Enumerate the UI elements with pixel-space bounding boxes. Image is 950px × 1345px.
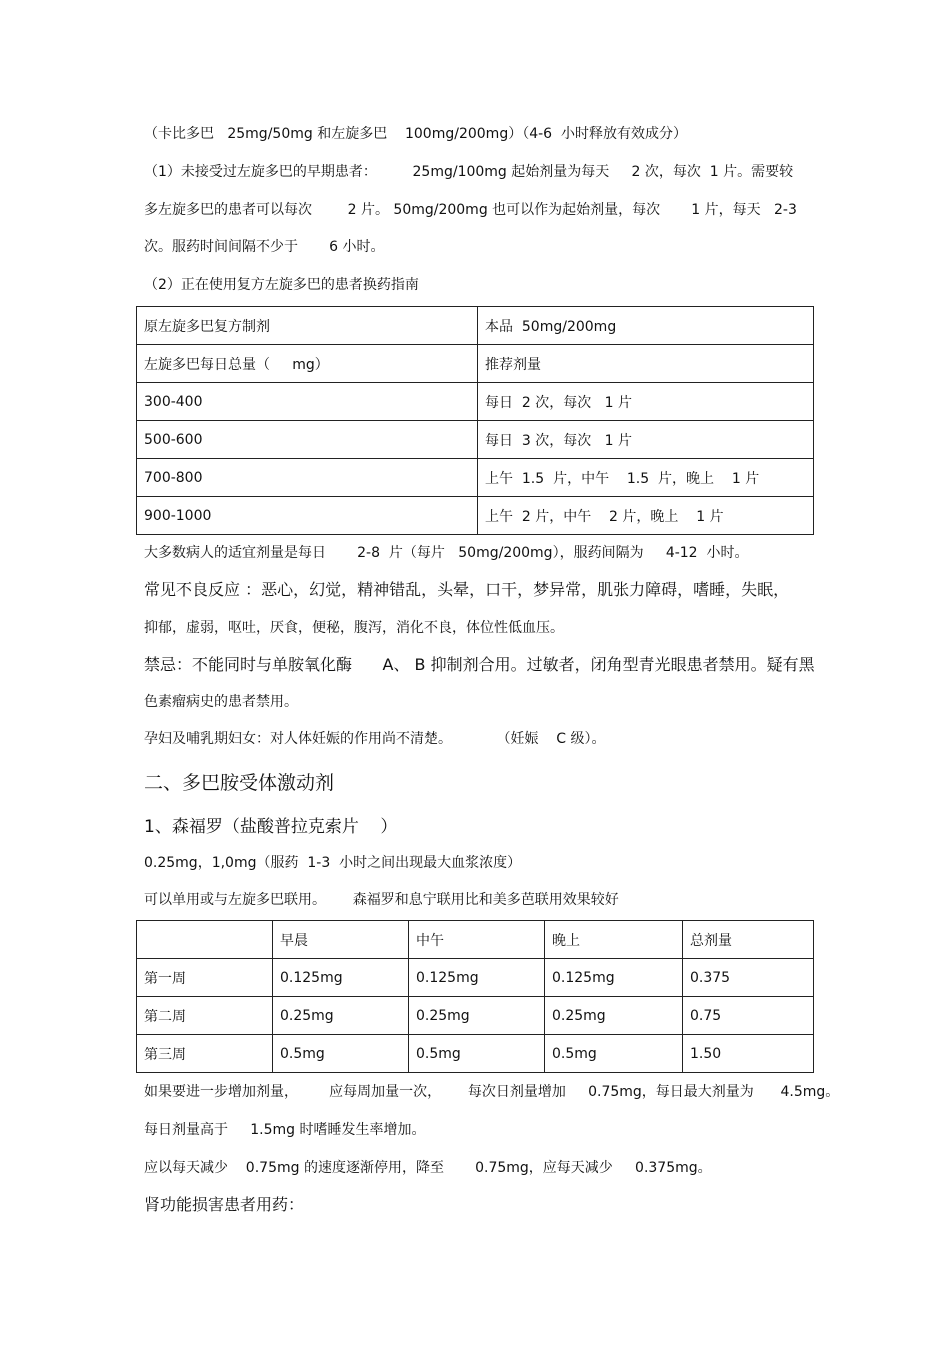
- table-cell: 300-400: [137, 383, 478, 421]
- table-cell: 0.5mg: [273, 1035, 409, 1073]
- subsection-heading: 1、森福罗（盐酸普拉克索片 ）: [144, 817, 398, 837]
- text-line: （1）未接受过左旋多巴的早期患者： 25mg/100mg 起始剂量为每天 2 次，每次 1 片。需要较: [144, 164, 794, 180]
- text-line: 色素瘤病史的患者禁用。: [144, 694, 298, 710]
- text-line: 抑郁，虚弱，呕吐，厌食，便秘，腹泻，消化不良，体位性低血压。: [144, 620, 564, 636]
- table-cell: 左旋多巴每日总量（ mg）: [137, 345, 478, 383]
- text-line: （卡比多巴 25mg/50mg 和左旋多巴 100mg/200mg）（4-6 小时释放有效成分）: [144, 126, 687, 142]
- table-cell: 0.5mg: [409, 1035, 545, 1073]
- table-row: [137, 959, 814, 997]
- table-cell: 中午: [409, 921, 545, 959]
- text-line: 孕妇及哺乳期妇女：对人体妊娠的作用尚不清楚。 （妊娠 C 级）。: [144, 731, 606, 747]
- table-cell: 早晨: [273, 921, 409, 959]
- table-row: [137, 307, 814, 345]
- table-row: [137, 345, 814, 383]
- table-cell: 0.25mg: [545, 997, 683, 1035]
- text-line: 如果要进一步增加剂量， 应每周加量一次， 每次日剂量增加 0.75mg，每日最大剂量为 4.5mg。: [144, 1084, 840, 1100]
- text-line: 0.25mg，1,0mg（服药 1-3 小时之间出现最大血浆浓度）: [144, 855, 522, 871]
- table-row: [137, 497, 814, 535]
- table-cell: 本品 50mg/200mg: [478, 307, 814, 345]
- text-line: 大多数病人的适宜剂量是每日 2-8 片（每片 50mg/200mg），服药间隔为 4-12 小时。: [144, 545, 749, 561]
- table-cell: 0.125mg: [545, 959, 683, 997]
- table-cell: 0.125mg: [409, 959, 545, 997]
- table-row: [137, 421, 814, 459]
- text-line: （2）正在使用复方左旋多巴的患者换药指南: [144, 277, 419, 293]
- dosage-conversion-table: [136, 306, 814, 535]
- table-cell: 0.5mg: [545, 1035, 683, 1073]
- table-header-row: [137, 921, 814, 959]
- table-cell: 第三周: [137, 1035, 273, 1073]
- text-line: 可以单用或与左旋多巴联用。 森福罗和息宁联用比和美多芭联用效果较好: [144, 892, 619, 908]
- table-cell: [137, 921, 273, 959]
- table-cell: 500-600: [137, 421, 478, 459]
- table-cell: 原左旋多巴复方制剂: [137, 307, 478, 345]
- text-line: 多左旋多巴的患者可以每次 2 片。 50mg/200mg 也可以作为起始剂量，每次 1 片，每天 2-3: [144, 202, 797, 218]
- text-line: 应以每天减少 0.75mg 的速度逐渐停用，降至 0.75mg，应每天减少 0.375mg。: [144, 1160, 712, 1176]
- table-cell: 0.125mg: [273, 959, 409, 997]
- table-cell: 总剂量: [683, 921, 814, 959]
- text-line: 肾功能损害患者用药：: [144, 1195, 305, 1214]
- table-cell: 每日 3 次，每次 1 片: [478, 421, 814, 459]
- table-cell: 每日 2 次，每次 1 片: [478, 383, 814, 421]
- section-heading: 二、多巴胺受体激动剂: [144, 772, 335, 794]
- table-cell: 700-800: [137, 459, 478, 497]
- text-line: 常见不良反应 ：恶心，幻觉，精神错乱，头晕，口干，梦异常，肌张力障碍，嗜睡，失眠，: [144, 580, 790, 599]
- table-row: [137, 459, 814, 497]
- table-row: [137, 997, 814, 1035]
- table-cell: 上午 1.5 片，中午 1.5 片，晚上 1 片: [478, 459, 814, 497]
- table-cell: 推荐剂量: [478, 345, 814, 383]
- table-cell: 0.375: [683, 959, 814, 997]
- table-cell: 1.50: [683, 1035, 814, 1073]
- text-line: 禁忌：不能同时与单胺氧化酶 A、 B 抑制剂合用。过敏者，闭角型青光眼患者禁用。疑有黑: [144, 655, 815, 674]
- text-line: 次。服药时间间隔不少于 6 小时。: [144, 239, 385, 255]
- table-cell: 第二周: [137, 997, 273, 1035]
- table-cell: 0.25mg: [273, 997, 409, 1035]
- table-cell: 900-1000: [137, 497, 478, 535]
- text-line: 每日剂量高于 1.5mg 时嗜睡发生率增加。: [144, 1122, 426, 1138]
- dosage-schedule-table: [136, 920, 814, 1073]
- table-row: [137, 383, 814, 421]
- table-row: [137, 1035, 814, 1073]
- table-cell: 第一周: [137, 959, 273, 997]
- table-cell: 0.25mg: [409, 997, 545, 1035]
- table-cell: 晚上: [545, 921, 683, 959]
- table-cell: 上午 2 片，中午 2 片，晚上 1 片: [478, 497, 814, 535]
- table-cell: 0.75: [683, 997, 814, 1035]
